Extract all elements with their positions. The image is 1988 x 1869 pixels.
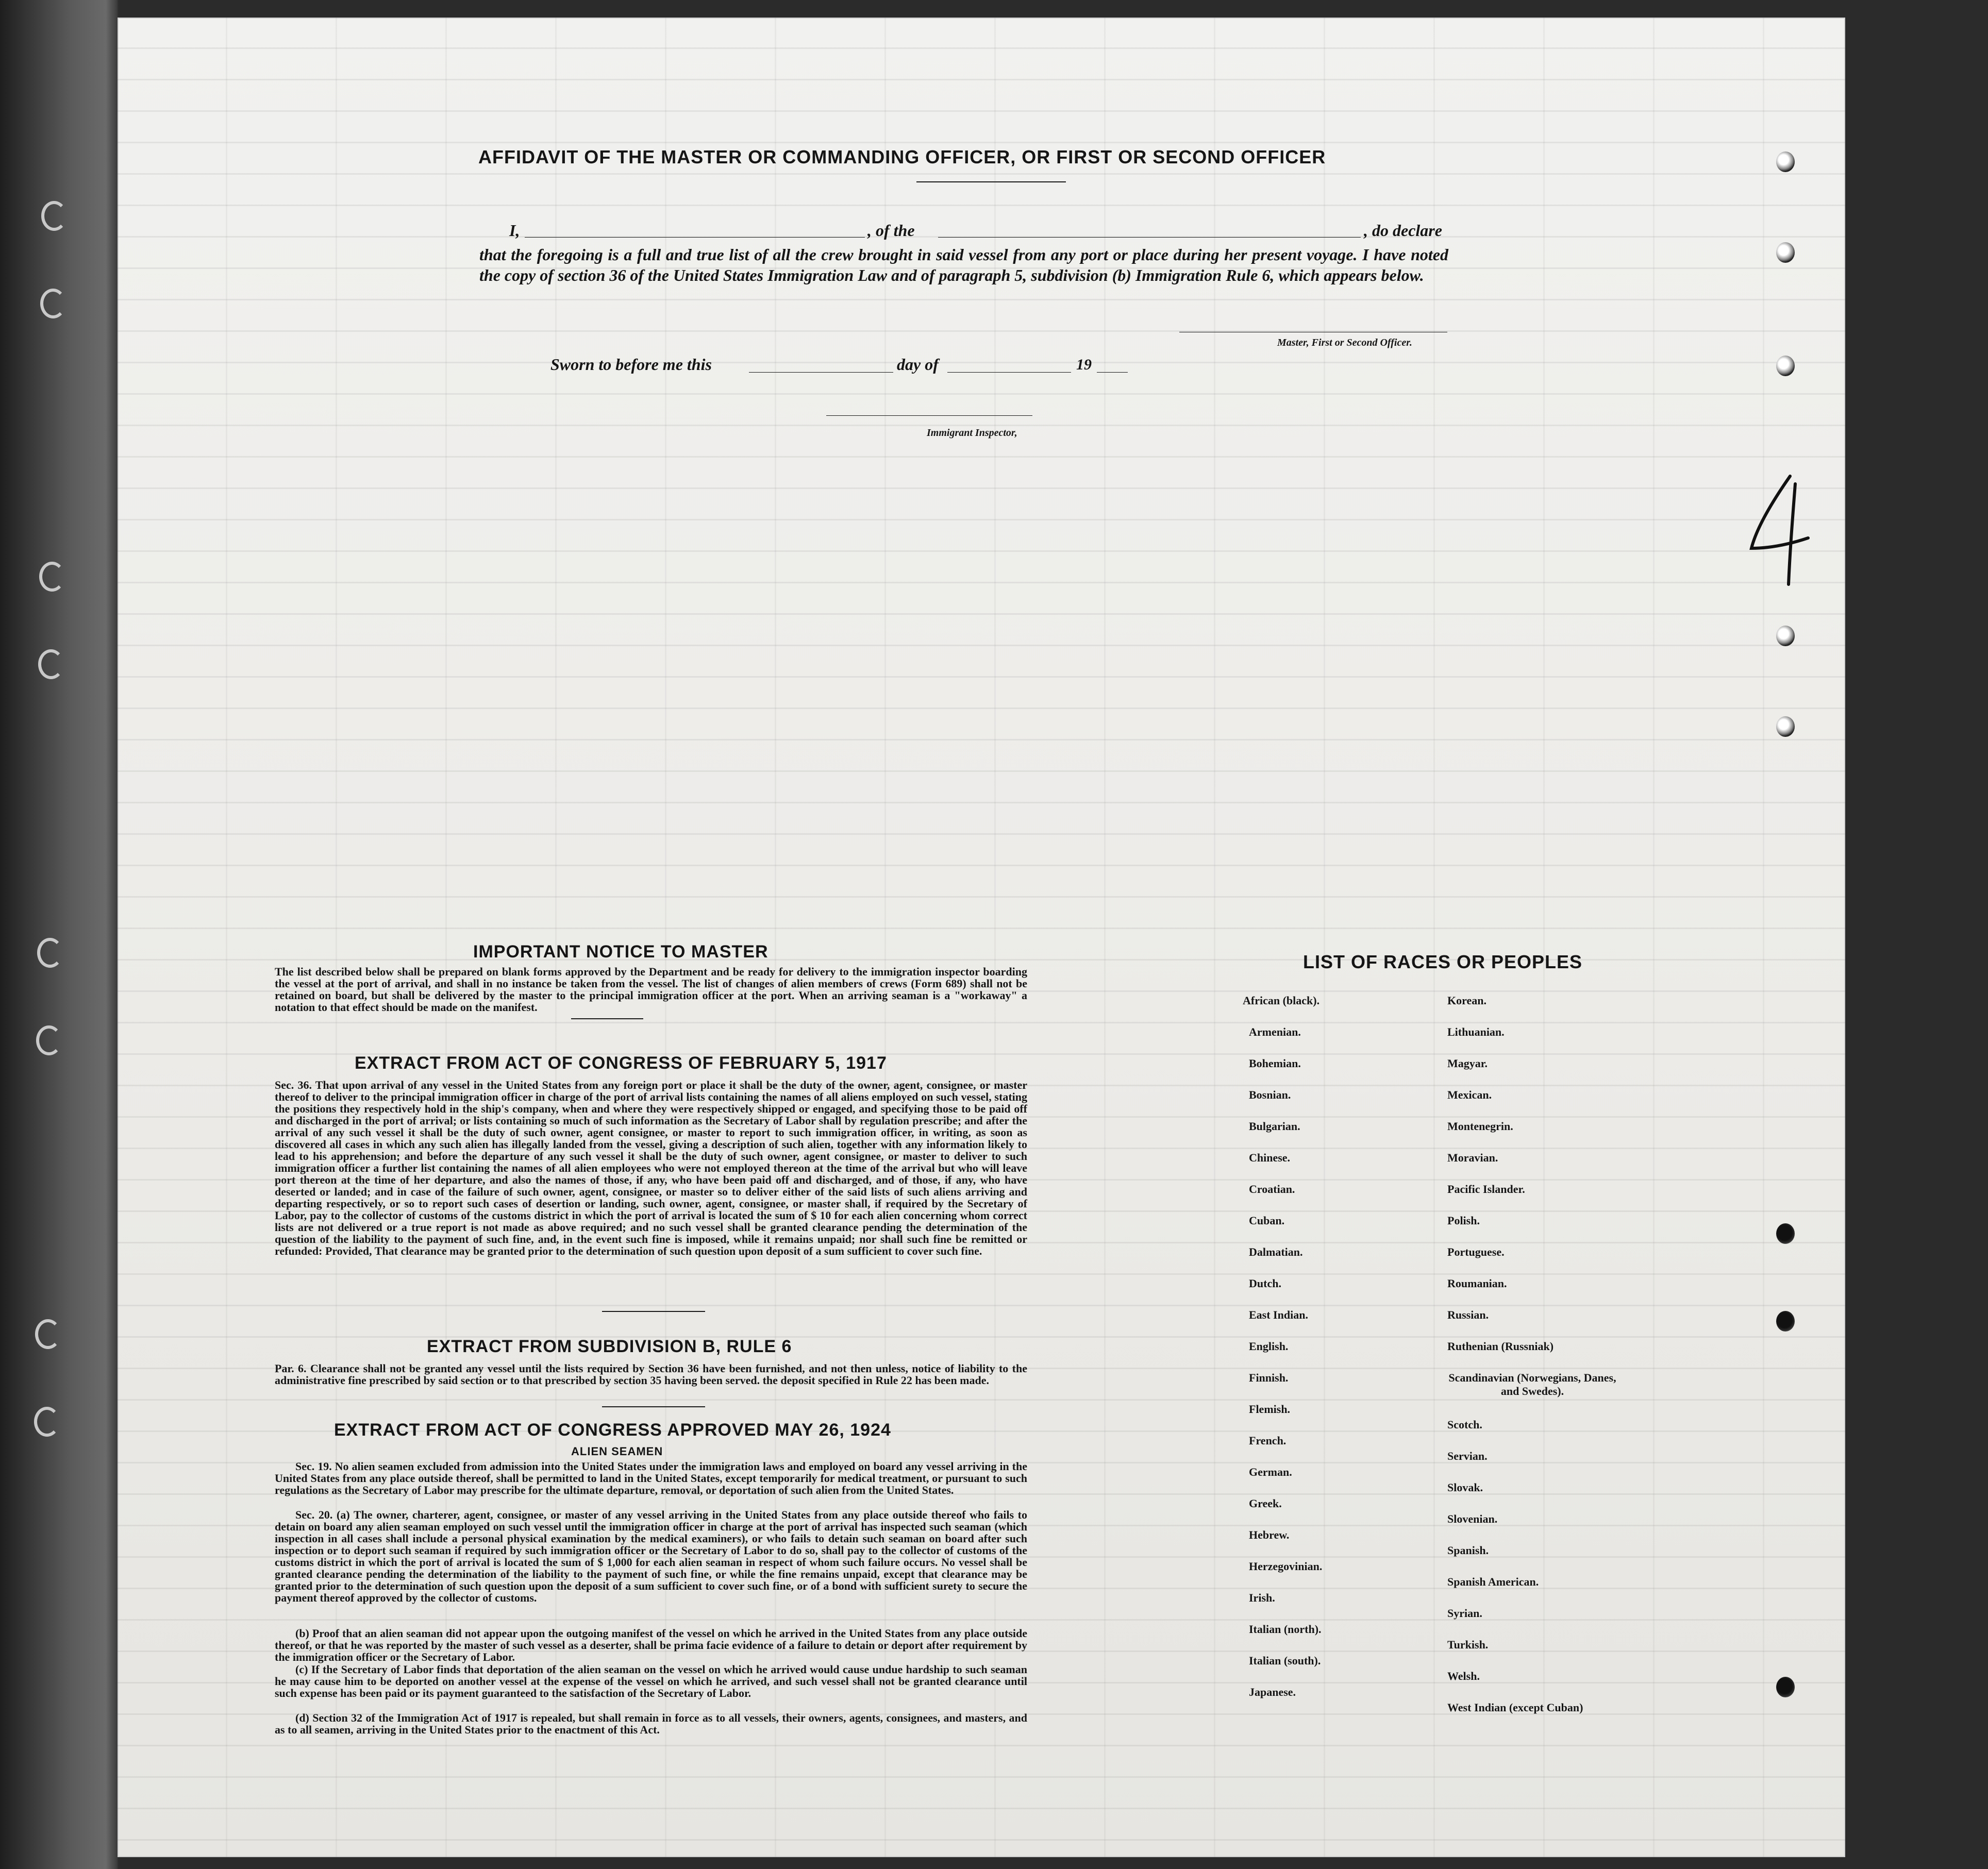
punch-hole <box>1776 1677 1795 1697</box>
inspector-signature-line <box>826 415 1032 416</box>
race-item: Ruthenian (Russniak) <box>1447 1340 1554 1353</box>
race-item: English. <box>1249 1340 1289 1353</box>
race-item: Dutch. <box>1249 1277 1281 1290</box>
race-item: Greek. <box>1249 1497 1282 1510</box>
race-item: Turkish. <box>1447 1638 1489 1651</box>
binder-ring <box>38 649 64 679</box>
race-item: Armenian. <box>1249 1025 1301 1038</box>
handwritten-four <box>1741 471 1818 590</box>
race-item: Portuguese. <box>1447 1245 1505 1258</box>
affidavit-page <box>118 18 1845 1857</box>
race-item: Herzegovinian. <box>1249 1560 1323 1573</box>
notice-body: The list described below shall be prepared on blank forms approved by the Department and be ready for delivery to the immigration inspector boarding the vessel at the port of arrival, and shall in no instance be taken from the vessel. The list of changes of alien members of crews (Form 689) shall not be retained on board, but shall be delivered by the master to the principal immigration officer at the port. When an arriving seaman is a "workaway" a notation to that effect should be made on the manifest. <box>275 965 1027 1014</box>
race-item: Russian. <box>1447 1308 1489 1321</box>
punch-hole <box>1776 1223 1795 1244</box>
race-item: Lithuanian. <box>1447 1025 1505 1038</box>
race-item: Croatian. <box>1249 1183 1295 1196</box>
binder-ring <box>37 938 63 968</box>
race-item: Finnish. <box>1249 1371 1289 1384</box>
race-item: Slovak. <box>1447 1481 1483 1494</box>
punch-hole <box>1776 716 1795 737</box>
binder-ring <box>35 1319 61 1349</box>
rule6-body: Par. 6. Clearance shall not be granted any vessel until the lists required by Section 36 have been furnished, and not then unless, notice of liability to the administrative fine prescribed by said section or to that prescribed by section 35 having been served. the deposit specified in Rule 22 has been made. <box>275 1362 1027 1387</box>
divider <box>602 1406 705 1407</box>
race-item: Welsh. <box>1447 1670 1480 1682</box>
extract-1924-sec20c: (c) If the Secretary of Labor finds that deportation of the alien seaman on the vessel on which he arrived would cause undue hardship to such seaman he may cause him to be deported on another vessel at the expense of the vessel on which he arrived, and such vessel shall not be granted clearance until such expense has been paid or its payment guaranteed to the satisfaction of the Secretary of Labor. <box>275 1663 1027 1699</box>
punch-hole <box>1776 356 1795 376</box>
day-of-label: day of <box>897 355 939 374</box>
race-item: Spanish American. <box>1447 1575 1539 1588</box>
year-blank <box>1097 372 1128 373</box>
affidavit-title: AFFIDAVIT OF THE MASTER OR COMMANDING OFFICER, OR FIRST OR SECOND OFFICER <box>478 146 1326 167</box>
race-item: Bosnian. <box>1249 1088 1291 1101</box>
name-blank <box>525 237 865 238</box>
affidavit-i: I, <box>509 221 520 240</box>
extract-1924-sec20a: Sec. 20. (a) The owner, charterer, agent, consignee, or master of any vessel arriving in the United States from any place outside thereof who fails to detain on board any alien seaman employed on such vessel until the immigration officer in charge at the port of arrival has inspected such seaman (which inspection in all cases shall include a personal physical examination by the medical examiners), or who fails to detain such seaman on board after such inspection or to deport such seaman if required by such immigration officer or the Secretary of Labor to do so, shall pay to the collector of customs of the customs district in which the port of arrival is located the sum of $ 1,000 for each alien seaman in respect of whom such failure occurs. No vessel shall be granted clearance pending the determination of the liability to the payment of such fine, or while the fine remains unpaid, except that clearance may be granted prior to the determination of such question upon the deposit of a sum sufficient to cover such fine, or of a bond with sufficient surety to secure the payment thereof approved by the collector of customs. <box>275 1508 1027 1604</box>
race-item: Magyar. <box>1447 1057 1488 1070</box>
binder-ring <box>40 289 66 318</box>
race-item: Montenegrin. <box>1447 1120 1513 1133</box>
extract-1917-title: EXTRACT FROM ACT OF CONGRESS OF FEBRUARY 5, 1917 <box>355 1053 887 1073</box>
race-item: West Indian (except Cuban) <box>1447 1701 1583 1714</box>
punch-hole <box>1776 626 1795 646</box>
race-item: Flemish. <box>1249 1403 1291 1416</box>
races-title: LIST OF RACES OR PEOPLES <box>1303 951 1583 972</box>
race-item: African (black). <box>1243 994 1320 1007</box>
race-item: Scandinavian (Norwegians, Danes, and Swedes). <box>1448 1371 1616 1397</box>
extract-1924-sec19: Sec. 19. No alien seamen excluded from admission into the United States under the immigration laws and employed on board any vessel arriving in the United States from any place outside thereof, shall be permitted to land in the United States, except temporarily for medical treatment, or pursuant to such regulations as the Secretary of Labor may prescribe for the ultimate departure, removal, or deportation of such alien from the United States. <box>275 1460 1027 1496</box>
extract-1924-sec20b: (b) Proof that an alien seaman did not appear upon the outgoing manifest of the vessel on which he arrived in the United States from any place outside thereof, or that he was reported by the master of such vessel as a deserter, shall be prima facie evidence of a failure to detain or deport after requirement by the immigration officer or the Secretary of Labor. <box>275 1627 1027 1663</box>
race-item: Cuban. <box>1249 1214 1285 1227</box>
race-item: Italian (south). <box>1249 1654 1321 1667</box>
race-item: Spanish. <box>1447 1544 1489 1557</box>
sworn-day-blank <box>749 372 893 373</box>
binder-ring <box>39 562 65 592</box>
extract-1924-title: EXTRACT FROM ACT OF CONGRESS APPROVED MAY 26, 1924 <box>334 1420 891 1440</box>
race-item: Bulgarian. <box>1249 1120 1300 1133</box>
race-item: Dalmatian. <box>1249 1245 1303 1258</box>
inspector-caption: Immigrant Inspector, <box>927 427 1017 439</box>
binder-ring <box>34 1407 60 1437</box>
race-item: Chinese. <box>1249 1151 1291 1164</box>
race-item: Moravian. <box>1447 1151 1498 1164</box>
race-item: French. <box>1249 1434 1287 1447</box>
extract-1917-body: Sec. 36. That upon arrival of any vessel in the United States from any foreign port or place it shall be the duty of the owner, agent, consignee, or master thereof to deliver to the principal immigration officer in charge of the port of arrival lists containing the names of all aliens employed on such vessel, stating the positions they respectively hold in the ship's company, when and where they were respectively shipped or engaged, and specifying those to be paid off and discharged in the port of arrival; or lists containing so much of such information as the Secretary of Labor shall by regulation prescribe; and after the arrival of any such vessel it shall be the duty of such owner, agent consignee, or master to report to such immigration officer, in writing, as soon as discovered all cases in which any such alien has illegally landed from the vessel, giving a description of such alien, together with any information likely to lead to his apprehension; and before the departure of any such vessel it shall be the duty of such owner, agent consignee, or master to deliver to such immigration officer a further list containing the names of all alien employees who were not employed thereon at the time of the arrival but who will leave port thereon at the time of her departure, and also the names of those, if any, who have been paid off and discharged, and of those, if any, who have deserted or landed; and in case of the failure of such owner, agent, consignee, or master so to deliver either of the said lists of such aliens arriving and departing respectively, or so to report such cases of desertion or landing, such owner, agent, consignee, or master shall, if required by the Secretary of Labor, pay to the collector of customs of the customs district in which the port of arrival is located the sum of $ 10 for each alien concerning whom correct lists are not delivered or a true report is not made as above required; and no such vessel shall be granted clearance pending the determination of the question of the liability to the payment of such fine, and, in the event such fine is imposed, while it remains unpaid; nor shall such fine be remitted or refunded: Provided, That clearance may be granted prior to the determination of such question upon deposit of a sum sufficient to cover such fine. <box>275 1079 1027 1257</box>
divider <box>602 1311 705 1312</box>
race-item: Syrian. <box>1447 1607 1482 1620</box>
race-item: Italian (north). <box>1249 1623 1322 1636</box>
race-item: Pacific Islander. <box>1447 1183 1525 1196</box>
race-item: Servian. <box>1447 1450 1488 1462</box>
affidavit-of-the: , of the <box>867 221 915 240</box>
vessel-blank <box>938 237 1361 238</box>
punch-hole <box>1776 242 1795 263</box>
notice-title: IMPORTANT NOTICE TO MASTER <box>473 942 769 962</box>
divider <box>571 1018 643 1019</box>
binder-strip <box>0 0 118 1869</box>
race-item: Japanese. <box>1249 1686 1296 1698</box>
race-item: East Indian. <box>1249 1308 1308 1321</box>
race-item: Slovenian. <box>1447 1512 1498 1525</box>
affidavit-do-declare: , do declare <box>1364 221 1442 240</box>
race-item: Hebrew. <box>1249 1528 1290 1541</box>
punch-hole <box>1776 1311 1795 1332</box>
race-item: German. <box>1249 1466 1292 1478</box>
month-blank <box>947 372 1071 373</box>
master-caption: Master, First or Second Officer. <box>1277 337 1412 348</box>
binder-ring <box>41 201 67 231</box>
race-item: Scotch. <box>1447 1418 1482 1431</box>
extract-1924-sec20d: (d) Section 32 of the Immigration Act of 1917 is repealed, but shall remain in force as to all vessels, their owners, agents, consignees, and masters, and as to all seamen, arriving in the United States prior to the enactment of this Act. <box>275 1711 1027 1736</box>
race-item: Irish. <box>1249 1591 1275 1604</box>
affidavit-body: that the foregoing is a full and true list of all the crew brought in said vessel from any port or place during her present voyage. I have noted the copy of section 36 of the United States Immigration Law and of paragraph 5, subdivision (b) Immigration Rule 6, which appears below. <box>479 245 1448 284</box>
binder-ring <box>36 1025 62 1055</box>
punch-hole <box>1776 151 1795 172</box>
extract-1924-subtitle: ALIEN SEAMEN <box>571 1445 663 1458</box>
rule6-title: EXTRACT FROM SUBDIVISION B, RULE 6 <box>427 1337 792 1356</box>
year-prefix: 19 <box>1076 356 1092 373</box>
race-item: Bohemian. <box>1249 1057 1301 1070</box>
race-item: Polish. <box>1447 1214 1480 1227</box>
race-item: Korean. <box>1447 994 1486 1007</box>
race-item: Roumanian. <box>1447 1277 1507 1290</box>
title-underline <box>916 181 1066 182</box>
race-item: Mexican. <box>1447 1088 1492 1101</box>
sworn-label: Sworn to before me this <box>550 355 712 374</box>
